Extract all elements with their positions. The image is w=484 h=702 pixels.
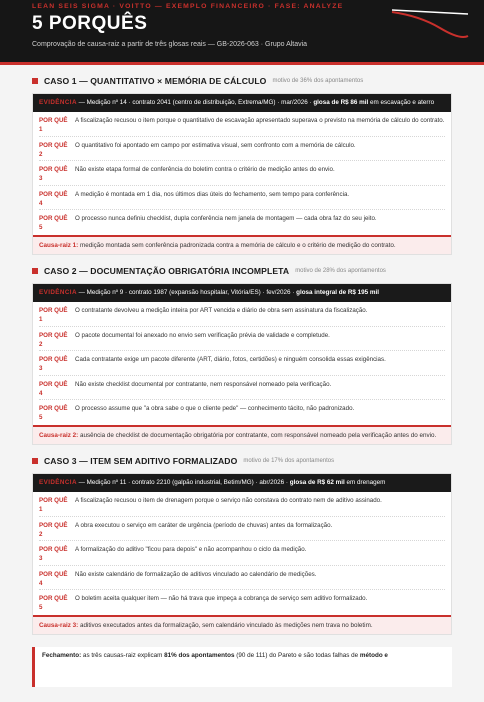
root-cause-box [33,235,451,255]
why-row [39,376,445,401]
case-title: CASO 3 — ITEM SEM ADITIVO FORMALIZADO [44,456,238,466]
evidence-tail: em drenagem [344,479,386,486]
root-cause-label: Causa-raiz 3: [39,621,79,629]
page-title: 5 PORQUÊS [32,13,148,34]
why-text: A formalização do aditivo "ficou para depois" e não acompanhou o ciclo da medição. [75,546,307,553]
why-text: A fiscalização recusou o item de drenagem porque o serviço não constava do contrato nem de aditivo assinado. [75,497,382,504]
case-note: motivo de 28% dos apontamentos [295,268,386,274]
why-list [33,112,451,235]
root-cause-text: medição montada sem conferência padronizada contra a memória de cálculo e o critério de medição do contrato. [78,241,396,249]
case-note: motivo de 36% dos apontamentos [272,78,364,84]
why-label: POR QUÊ 2 [39,521,68,538]
why-text: Cada contratante exige um pacote diferente (ART, diário, fotos, certidões) e ninguém consolida essas exigências. [75,356,386,363]
trend-curve-icon [390,6,470,46]
why-row [39,566,445,591]
why-label: POR QUÊ 3 [39,166,68,182]
why-label: POR QUÊ 5 [39,215,68,231]
why-text: O pacote documental foi anexado no envio sem verificação prévia de validade e completude. [75,331,330,339]
why-row [39,112,445,137]
why-row [39,137,445,162]
why-row [39,541,445,566]
why-text: Não existe checklist documental por contratante, nem responsável nomeado pela verificação. [75,380,332,388]
why-row [39,302,445,327]
why-row [39,351,445,376]
case-title: CASO 1 — QUANTITATIVO × MEMÓRIA DE CÁLCULO [44,76,267,86]
evidence-text: — Medição nº 9 · contrato 1987 (expansão hospitalar, Vitória/ES) · fev/2026 · [76,289,297,296]
why-label: POR QUÊ 3 [39,356,68,372]
evidence-label: EVIDÊNCIA [39,479,77,486]
why-row [39,161,445,186]
why-text: Não existe calendário de formalização de aditivos vinculado ao calendário de medições. [75,570,317,578]
why-label: POR QUÊ 1 [39,497,68,513]
evidence-label: EVIDÊNCIA [39,289,77,296]
why-label: POR QUÊ 4 [39,190,68,207]
header-kicker: LEAN SEIS SIGMA · VOITTO — EXEMPLO FINANCEIRO · FASE: ANALYZE [32,3,344,10]
case-heading [32,75,452,87]
root-cause-label: Causa-raiz 1: [39,241,79,249]
why-text: A fiscalização recusou o item porque o quantitativo de escavação apresentado superava o previsto na memória de cálculo do contrato. [75,117,445,124]
why-row [39,492,445,517]
why-label: POR QUÊ 5 [39,595,68,611]
why-list [33,302,451,425]
case-heading [32,455,452,467]
why-row [39,400,445,425]
case-heading [32,265,452,277]
why-label: POR QUÊ 4 [39,380,68,397]
why-text: O boletim aceita qualquer item — não há trava que impeça a cobrança de serviço sem aditivo formalizado. [75,595,368,602]
case-card [32,283,452,445]
root-cause-label: Causa-raiz 2: [39,431,79,439]
header-divider [0,62,484,65]
page-header [0,0,484,62]
evidence-text: — Medição nº 11 · contrato 2210 (galpão industrial, Betim/MG) · abr/2026 · [76,479,290,486]
evidence-amount: glosa integral de R$ 195 mil [296,289,380,296]
root-cause-text: aditivos executados antes da formalização, sem calendário vinculado às medições nem trava no boletim. [78,621,373,629]
evidence-amount: glosa de R$ 86 mil [313,99,369,106]
why-text: Não existe etapa formal de conferência do boletim contra o critério de medição antes do envio. [75,166,335,173]
case-card [32,93,452,255]
root-cause-box [33,615,451,635]
why-label: POR QUÊ 2 [39,331,68,348]
why-text: O quantitativo foi apontado em campo por estimativa visual, sem confronto com a memória de cálculo. [75,141,356,149]
evidence-bar [33,284,451,302]
evidence-bar [33,94,451,112]
why-row [39,186,445,211]
why-label: POR QUÊ 1 [39,307,68,323]
page-subtitle: Comprovação de causa-raiz a partir de três glosas reais — GB-2026-063 · Grupo Altavia [32,41,308,48]
why-label: POR QUÊ 5 [39,405,68,421]
why-label: POR QUÊ 4 [39,570,68,587]
why-text: A obra executou o serviço em caráter de urgência (período de chuvas) antes da formalização. [75,521,333,529]
why-row [39,517,445,542]
section-marker-icon [32,78,38,84]
case-note: motivo de 17% dos apontamentos [243,458,335,464]
why-label: POR QUÊ 2 [39,141,68,158]
section-marker-icon [32,458,38,464]
evidence-label: EVIDÊNCIA [39,99,77,106]
closing-note: Fechamento: as três causas-raiz explicam 81% dos apontamentos (90 de 111) do Pareto e são todas falhas de método e [32,647,452,687]
evidence-bar [33,474,451,492]
evidence-tail: em escavação e aterro [368,99,435,106]
why-text: O processo nunca definiu checklist, dupla conferência nem janela de montagem — cada obra faz do seu jeito. [75,215,377,222]
why-row [39,210,445,235]
closing-label: Fechamento: [42,652,82,659]
why-label: POR QUÊ 3 [39,546,68,562]
section-marker-icon [32,268,38,274]
evidence-amount: glosa de R$ 62 mil [289,479,345,486]
root-cause-box [33,425,451,445]
root-cause-text: ausência de checklist de documentação obrigatória por contratante, com responsável nomeado pela verificação antes do envio. [78,431,437,439]
case-title: CASO 2 — DOCUMENTAÇÃO OBRIGATÓRIA INCOMPLETA [44,266,290,276]
case-card [32,473,452,635]
why-text: O contratante devolveu a medição inteira por ART vencida e diário de obra sem assinatura da fiscalização. [75,307,368,314]
main-content [0,75,484,687]
why-label: POR QUÊ 1 [39,117,68,133]
why-text: A medição é montada em 1 dia, nos últimos dias úteis do fechamento, sem tempo para conferência. [75,190,350,198]
evidence-text: — Medição nº 14 · contrato 2041 (centro de distribuição, Extrema/MG) · mar/2026 · [76,99,314,106]
why-text: O processo assume que "a obra sabe o que o cliente pede" — conhecimento tácito, não padronizado. [75,405,355,412]
why-list [33,492,451,615]
why-row [39,327,445,352]
why-row [39,590,445,615]
